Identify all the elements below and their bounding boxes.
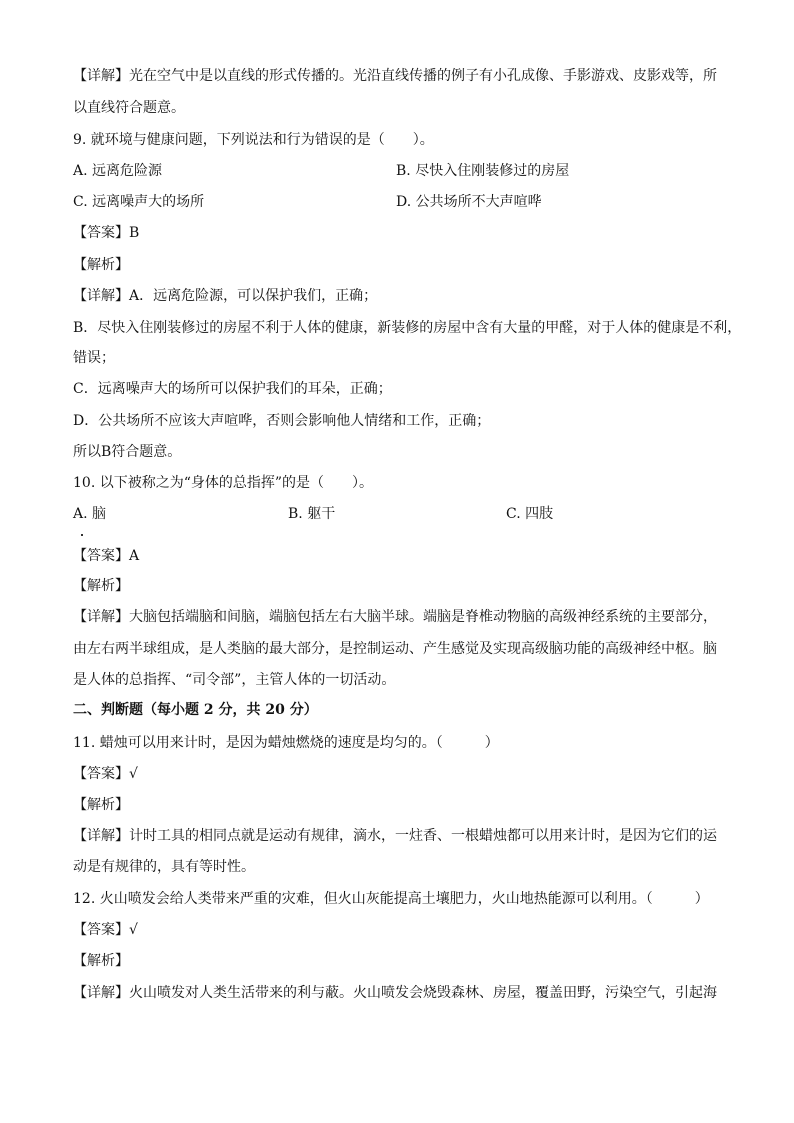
q11-detail-line-2: 动是有规律的，具有等时性。 (73, 859, 255, 875)
q9-analysis-label: 【解析】 (73, 257, 129, 273)
q11-analysis-label: 【解析】 (73, 797, 129, 813)
q12-detail-line-1: 【详解】火山喷发对人类生活带来的利与蔽。火山喷发会烧毁森林、房屋，覆盖田野，污染空气，引起海 (73, 985, 717, 1001)
q12-analysis-label: 【解析】 (73, 953, 129, 969)
q11-detail-line-1: 【详解】计时工具的相同点就是运动有规律，滴水，一炷香、一根蜡烛都可以用来计时，是因为它们的运 (73, 828, 717, 844)
q9-option-d: D. 公共场所不大声喧哗 (396, 194, 542, 210)
q12-answer: 【答案】√ (73, 922, 138, 938)
q10-question: 10. 以下被称之为“身体的总指挥”的是（ ）。 (73, 475, 374, 491)
q10-detail-line-3: 是人体的总指挥、“司令部”，主管人体的一切活动。 (73, 672, 396, 688)
q11-question: 11. 蜡烛可以用来计时，是因为蜡烛燃烧的速度是均匀的。（ ） (73, 735, 499, 751)
q9-option-b: B. 尽快入住刚装修过的房屋 (396, 163, 570, 179)
section-heading: 二、判断题（每小题 2 分，共 20 分） (73, 702, 318, 718)
q9-detail-line-1: 【详解】A．远离危险源，可以保护我们，正确； (73, 288, 378, 304)
q10-detail-line-2: 由左右两半球组成，是人类脑的最大部分，是控制运动、产生感觉及实现高级脑功能的高级神经中枢。脑 (73, 641, 717, 657)
q10-option-b: B. 躯干 (288, 506, 336, 522)
stray-dot (81, 534, 83, 536)
q12-question: 12. 火山喷发会给人类带来严重的灾难，但火山灰能提高土壤肥力，火山地热能源可以利用。（ ） (73, 891, 709, 907)
q9-detail-line-2: B．尽快入住刚装修过的房屋不利于人体的健康，新装修的房屋中含有大量的甲醛，对于人体的健康是不利， (73, 320, 742, 336)
q9-detail-line-5: D．公共场所不应该大声喧哗，否则会影响他人情绪和工作，正确； (73, 413, 491, 429)
q10-option-a: A. 脑 (73, 506, 107, 522)
q9-detail-line-4: C．远离噪声大的场所可以保护我们的耳朵，正确； (73, 381, 392, 397)
q9-detail-line-6: 所以B符合题意。 (73, 444, 182, 460)
q9-question: 9. 就环境与健康问题，下列说法和行为错误的是（ ）。 (73, 132, 434, 148)
q10-answer: 【答案】A (73, 548, 140, 564)
q8-detail-line-1: 【详解】光在空气中是以直线的形式传播的。光沿直线传播的例子有小孔成像、手影游戏、皮影戏等，所 (73, 68, 717, 84)
q9-answer: 【答案】B (73, 225, 140, 241)
q8-detail-line-2: 以直线符合题意。 (73, 100, 185, 116)
q9-option-a: A. 远离危险源 (73, 163, 163, 179)
q9-detail-line-3: 错误； (73, 350, 115, 366)
q10-option-c: C. 四肢 (506, 506, 554, 522)
q9-option-c: C. 远离噪声大的场所 (73, 194, 205, 210)
q10-detail-line-1: 【详解】大脑包括端脑和间脑，端脑包括左右大脑半球。端脑是脊椎动物脑的高级神经系统的主要部分， (73, 609, 717, 625)
q11-answer: 【答案】√ (73, 766, 138, 782)
q10-analysis-label: 【解析】 (73, 578, 129, 594)
